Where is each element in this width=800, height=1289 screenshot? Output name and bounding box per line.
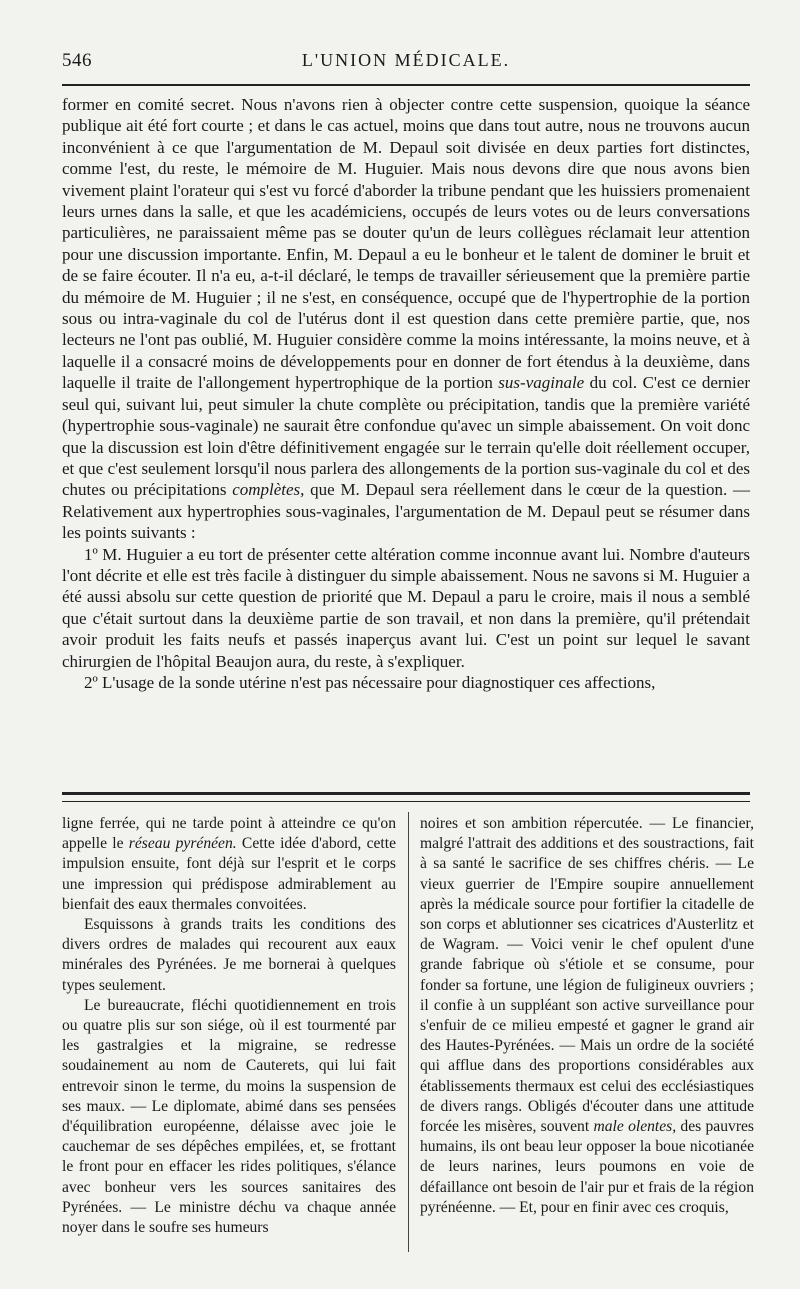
feuilleton-paragraph: ligne ferrée, qui ne tarde point à atteindre ce qu'on appelle le réseau pyrénéen. Cette idée d'abord, cette impulsion ensuite, font déjà sur l'esprit et le corps une impression qui prédispose admirablement au bienfait des eaux thermales convoitées.	[62, 815, 397, 913]
page-header	[62, 50, 750, 76]
running-title: L'UNION MÉDICALE.	[301, 50, 511, 70]
feuilleton-paragraph: noires et son ambition répercutée. — Le financier, malgré l'attrait des additions et des soustractions, fait à sa santé le sacrifice de ses chiffres chéris. — Le vieux guerrier de l'Empire soupire annuellement après la médicale source pour fortifier la citadelle de son corps et ablutionner ses cicatrices d'Austerlitz et de Wagram. — Voici venir le chef opulent d'une grande fabrique où s'étiole et se consume, pour fonder sa fortune, une légion de fuligineux ouvriers ; il confie à un suppléant son active surveillance pour s'enfuir de ce milieu empesté et gagner le grand air des Hautes-Pyrénées. — Mais un ordre de la société qui afflue dans des proportions considérables aux établissements thermaux est celui des ecclésiastiques de divers rangs. Obligés d'écouter dans une attitude forcée les misères, souvent male olentes, des pauvres humains, ils ont beau leur opposer la boue nicotianée de leurs narines, leurs poumons en voie de défaillance ont besoin de l'air pur et frais de la région pyrénéenne. — Et, pour en finir avec ces croquis,	[420, 815, 754, 1216]
feuilleton-separator	[62, 792, 750, 802]
main-article	[62, 94, 750, 693]
feuilleton-right-column	[420, 814, 754, 1218]
header-rule	[62, 84, 750, 86]
article-paragraph: 2º L'usage de la sonde utérine n'est pas nécessaire pour diagnostiquer ces affections,	[84, 672, 656, 692]
feuilleton-left-column	[62, 814, 396, 1238]
article-paragraph: 1º M. Huguier a eu tort de présenter cette altération comme inconnue avant lui. Nombre d'auteurs l'ont décrite et elle est très facile à distinguer du simple abaissement. Nous ne savons si M. Huguier a été aussi absolu sur cette question de priorité que M. Depaul a paru le croire, mais il nous a semblé que c'était surtout dans la deuxième partie de son travail, et non dans la première, qu'il prétendait avoir produit les faits neufs et passés inaperçus avant lui. C'est un point sur lequel le savant chirurgien de l'hôpital Beaujon aura, du reste, à s'expliquer.	[62, 544, 750, 671]
feuilleton-paragraph: Le bureaucrate, fléchi quotidiennement en trois ou quatre plis sur son siége, où il est tourmenté par les gastralgies et la migraine, se redresse soudainement au nom de Cauterets, qui lui fait entrevoir sinon le terme, du moins la suspension de ses maux. — Le diplomate, abimé dans ses pensées d'équilibration européenne, délaisse avec joie le cauchemar de ses dépêches empilées, et, se frottant le front pour en effacer les rides politiques, s'élance avec bonheur vers les sources sanitaires des Pyrénées. — Le ministre déchu va chaque année noyer dans le soufre ses humeurs	[62, 996, 396, 1237]
page-number: 546	[62, 50, 92, 71]
feuilleton-paragraph: Esquissons à grands traits les conditions des divers ordres de malades qui recourent aux eaux minérales des Pyrénées. Je me bornerai à quelques types seulement.	[62, 916, 396, 994]
column-divider	[408, 812, 409, 1252]
article-paragraph: former en comité secret. Nous n'avons rien à objecter contre cette suspension, quoique la séance publique ait été fort courte ; et dans le cas actuel, moins que dans tout autre, nous ne trouvons aucun inconvénient à ce que l'argumentation de M. Depaul soit divisée en deux parties fort distinctes, comme l'est, du reste, le mémoire de M. Huguier. Mais nous devons dire que nous avons bien vivement plaint l'orateur qui s'est vu forcé d'aborder la tribune pendant que les huissiers promenaient leurs urnes dans la salle, et que les académiciens, occupés de leurs votes ou de leurs conversations particulières, ne paraissaient même pas se douter qu'un de leurs collègues réclamait leur attention pour une discussion importante. Enfin, M. Depaul a eu le bonheur et le talent de dominer le bruit et de se faire écouter. Il n'a eu, a-t-il déclaré, le temps de travailler sérieusement que la première partie du mémoire de M. Huguier ; il ne s'est, en conséquence, occupé que de l'hypertrophie de la portion sous ou intra-vaginale du col de l'utérus dont il est question dans cette première partie, que, nos lecteurs ne l'ont pas oublié, M. Huguier considère comme la moins intéressante, la moins neuve, et à laquelle il a consacré moins de développements pour en donner de fort étendus à la deuxième, dans laquelle il traite de l'allongement hypertrophique de la portion sus-vaginale du col. C'est ce dernier seul qui, suivant lui, peut simuler la chute complète ou précipitation, tandis que la première variété (hypertrophie sous-vaginale) ne saurait être confondue qu'avec un simple abaissement. On voit donc que la discussion est loin d'être définitivement engagée sur le terrain qu'elle doit réellement occuper, et que c'est seulement lorsqu'il nous parlera des allongements de la portion sus-vaginale du col et des chutes ou précipitations complètes, que M. Depaul sera réellement dans le cœur de la question. — Relativement aux hypertrophies sous-vaginales, l'argumentation de M. Depaul peut se résumer dans les points suivants :	[62, 95, 750, 543]
